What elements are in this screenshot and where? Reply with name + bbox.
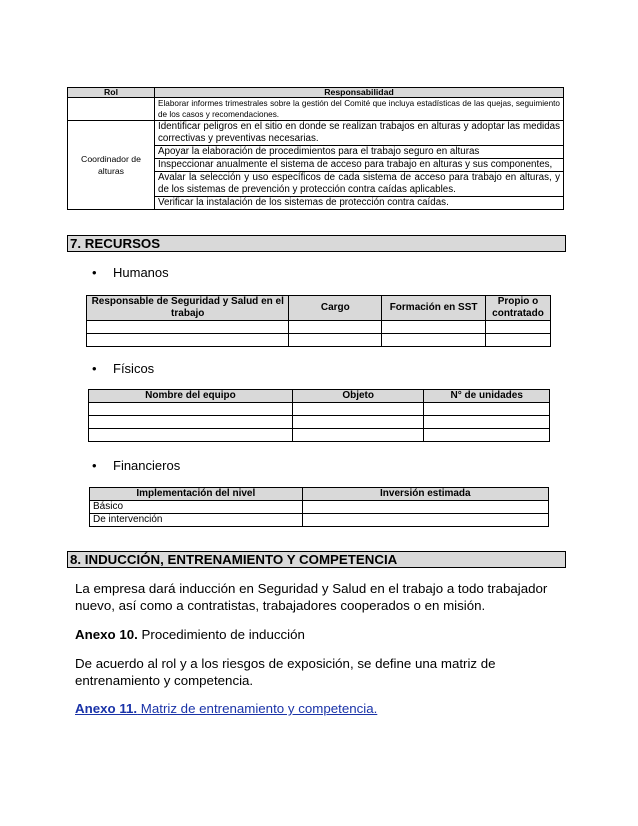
bullet-icon: • bbox=[92, 361, 97, 376]
table-cell bbox=[292, 403, 424, 416]
table-cell bbox=[424, 429, 550, 442]
table-cell bbox=[289, 334, 382, 347]
anexo-10-line bbox=[75, 626, 570, 643]
bullet-icon: • bbox=[92, 265, 97, 280]
table-cell bbox=[302, 514, 548, 527]
table-cell bbox=[89, 416, 293, 429]
table-cell: De intervención bbox=[90, 514, 303, 527]
anexo-11-line bbox=[75, 700, 570, 717]
table-header-row bbox=[90, 488, 549, 501]
table-row bbox=[87, 334, 551, 347]
anexo-11-text: Matriz de entrenamiento y competencia. bbox=[137, 701, 378, 716]
anexo-10-label: Anexo 10. bbox=[75, 627, 138, 642]
col-header: Formación en SST bbox=[382, 296, 486, 321]
responsibility-cell: Verificar la instalación de los sistemas de protección contra caídas. bbox=[155, 197, 564, 210]
table-row bbox=[68, 121, 564, 146]
col-header-rol: Rol bbox=[68, 88, 155, 98]
humanos-table bbox=[86, 295, 551, 347]
bullet-financieros: • Financieros bbox=[92, 458, 181, 473]
table-cell bbox=[424, 416, 550, 429]
paragraph-induccion: La empresa dará inducción en Seguridad y Salud en el trabajo a todo trabajador nuevo, así como a contratistas, trabajadores cooperados o en misión. bbox=[75, 581, 548, 613]
table-cell bbox=[382, 321, 486, 334]
table-row bbox=[89, 429, 550, 442]
table-row bbox=[89, 416, 550, 429]
col-header: Cargo bbox=[289, 296, 382, 321]
table-row bbox=[87, 321, 551, 334]
section-8-header: 8. INDUCCIÓN, ENTRENAMIENTO Y COMPETENCIA bbox=[67, 551, 566, 568]
responsibility-cell: Elaborar informes trimestrales sobre la gestión del Comité que incluya estadísticas de las quejas, seguimiento de los casos y recomendaciones. bbox=[155, 98, 564, 121]
col-header: Nombre del equipo bbox=[89, 390, 293, 403]
col-header: Implementación del nivel bbox=[90, 488, 303, 501]
table-cell bbox=[424, 403, 550, 416]
table-row bbox=[89, 403, 550, 416]
financieros-table bbox=[89, 487, 549, 527]
section-7-header: 7. RECURSOS bbox=[67, 235, 566, 252]
roles-table-header bbox=[68, 88, 564, 98]
table-cell bbox=[289, 321, 382, 334]
table-cell: Básico bbox=[90, 501, 303, 514]
table-cell bbox=[87, 334, 289, 347]
role-cell bbox=[68, 98, 155, 121]
role-cell-coordinador: Coordinador de alturas bbox=[68, 121, 155, 210]
table-cell bbox=[89, 403, 293, 416]
col-header: Inversión estimada bbox=[302, 488, 548, 501]
bullet-icon: • bbox=[92, 458, 97, 473]
responsibility-cell: Identificar peligros en el sitio en donde se realizan trabajos en alturas y adoptar las medidas correctivas y preventivas necesarias. bbox=[155, 121, 564, 146]
table-cell bbox=[89, 429, 293, 442]
col-header: N° de unidades bbox=[424, 390, 550, 403]
anexo-11-link[interactable] bbox=[75, 701, 377, 716]
roles-table bbox=[67, 87, 564, 210]
table-cell bbox=[302, 501, 548, 514]
table-cell bbox=[87, 321, 289, 334]
bullet-fisicos: • Físicos bbox=[92, 361, 155, 376]
col-header: Objeto bbox=[292, 390, 424, 403]
table-cell bbox=[382, 334, 486, 347]
col-header-responsabilidad: Responsabilidad bbox=[155, 88, 564, 98]
table-row bbox=[90, 501, 549, 514]
col-header: Responsable de Seguridad y Salud en el trabajo bbox=[87, 296, 289, 321]
table-row bbox=[68, 98, 564, 121]
table-cell bbox=[292, 416, 424, 429]
table-cell bbox=[485, 321, 550, 334]
anexo-11-label: Anexo 11. bbox=[75, 701, 138, 716]
responsibility-cell: Apoyar la elaboración de procedimientos para el trabajo seguro en alturas bbox=[155, 146, 564, 159]
table-row bbox=[90, 514, 549, 527]
table-header-row bbox=[89, 390, 550, 403]
table-cell bbox=[292, 429, 424, 442]
anexo-10-text: Procedimiento de inducción bbox=[137, 627, 305, 642]
paragraph-entrenamiento: De acuerdo al rol y a los riesgos de exposición, se define una matriz de entrenamiento y competencia. bbox=[75, 656, 496, 688]
bullet-humanos: • Humanos bbox=[92, 265, 169, 280]
table-header-row bbox=[87, 296, 551, 321]
col-header: Propio o contratado bbox=[485, 296, 550, 321]
responsibility-cell: Avalar la selección y uso específicos de cada sistema de acceso para trabajo en alturas, y de los sistemas de prevención y protección contra caídas aplicables. bbox=[155, 172, 564, 197]
table-cell bbox=[485, 334, 550, 347]
fisicos-table bbox=[88, 389, 550, 442]
responsibility-cell: Inspeccionar anualmente el sistema de acceso para trabajo en alturas y sus componentes, bbox=[155, 159, 564, 172]
